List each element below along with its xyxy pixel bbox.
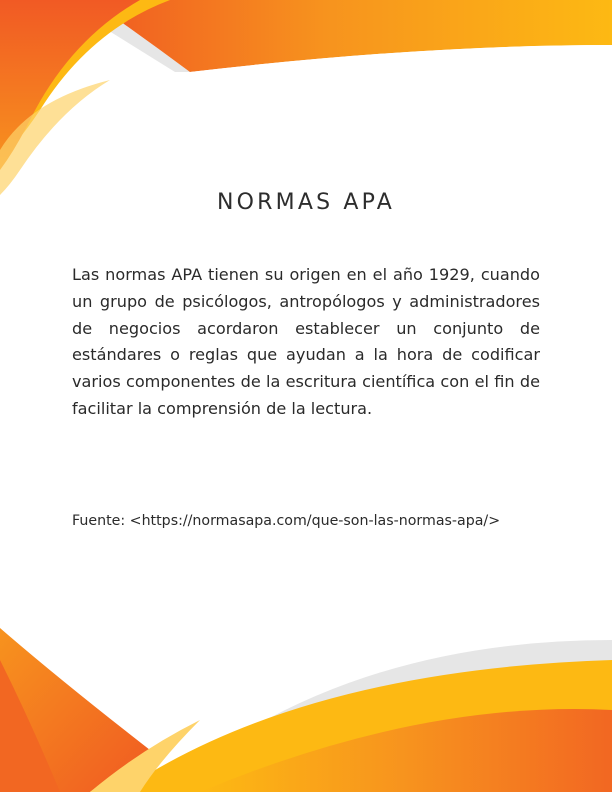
body-paragraph: Las normas APA tienen su origen en el año 1929, cuando un grupo de psicólogos, antropólogos y administradores de negocios acordaron establecer un conjunto de estándares o reglas que ayudan a la hora de codificar varios componentes de la escritura científica con el fin de facilitar la comprensión de la lectura. <box>72 265 540 418</box>
bottom-wave-decoration <box>0 600 612 792</box>
page-title: NORMAS APA <box>216 190 395 215</box>
top-wave-decoration <box>0 0 612 200</box>
source-citation: Fuente: <https://normasapa.com/que-son-las-normas-apa/> <box>72 513 501 529</box>
